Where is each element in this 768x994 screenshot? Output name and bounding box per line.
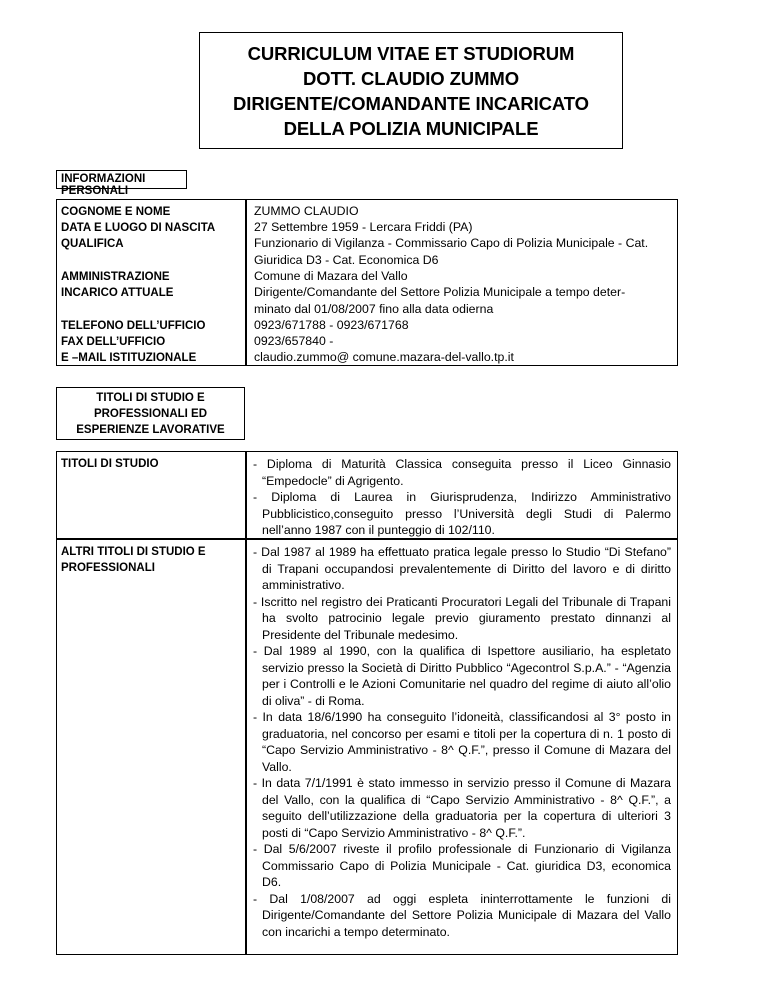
value-birth: 27 Settembre 1959 - Lercara Friddi (PA) — [254, 220, 473, 234]
label-telefono: TELEFONO DELL’UFFICIO — [61, 320, 206, 332]
list-item: - Iscritto nel registro dei Praticanti Procuratori Legali del Tribunale di Trapani ha svolto patrocinio legale previo giuramento prestato dinnanzi al Presidente del Tribunale medesimo. — [253, 594, 671, 642]
value-incarico-line: Dirigente/Comandante del Settore Polizia Municipale a tempo deter- — [254, 285, 626, 299]
section-title-titles — [56, 387, 245, 440]
label-name: COGNOME E NOME — [61, 206, 171, 218]
cv-title-box — [199, 32, 623, 149]
value-qualifica-line: Giuridica D3 - Cat. Economica D6 — [254, 252, 439, 267]
label-altri-line: ALTRI TITOLI DI STUDIO E — [61, 546, 206, 558]
label-altri-line: PROFESSIONALI — [61, 562, 155, 574]
value-incarico — [254, 284, 674, 317]
label-titoli-studio: TITOLI DI STUDIO — [56, 451, 246, 539]
value-telefono: 0923/671788 - 0923/671768 — [254, 318, 409, 332]
list-item: - Dal 1989 al 1990, con la qualifica di Ispettore ausiliario, ha espletato servizio presso la Società di Diritto Pubblico “Agecontrol S.p.A.” - “Agenzia per i Controlli e le Azioni Comunitarie nel quadro del regime di aiuto all’olio di oliva” - di Roma. — [253, 644, 671, 708]
value-qualifica-line: Funzionario di Vigilanza - Commissario Capo di Polizia Municipale - Cat. — [254, 236, 649, 250]
section-title-line: ESPERIENZE LAVORATIVE — [76, 423, 225, 436]
cv-title-line-4: DELLA POLIZIA MUNICIPALE — [283, 117, 539, 139]
value-fax: 0923/657840 - — [254, 334, 334, 348]
value-incarico-line: minato dal 01/08/2007 fino alla data odierna — [254, 301, 494, 316]
content-titoli-studio — [246, 451, 678, 539]
cv-title-line-3: DIRIGENTE/COMANDANTE INCARICATO — [233, 92, 589, 114]
label-email: E –MAIL ISTITUZIONALE — [61, 352, 197, 364]
label-birth: DATA E LUOGO DI NASCITA — [61, 222, 216, 234]
label-incarico: INCARICO ATTUALE — [61, 287, 174, 299]
list-item: - In data 7/1/1991 è stato immesso in servizio presso il Comune di Mazara del Vallo, con la qualifica di “Capo Servizio Amministrativo - 8^ Q.F.”, a seguito dell’utilizzazione della graduatoria per la copertura di ulteriori 3 posti di “Capo Servizio Amministrativo - 8^ Q.F.”. — [253, 776, 671, 840]
label-altri-titoli — [56, 539, 246, 955]
label-qualifica: QUALIFICA — [61, 238, 124, 250]
value-qualifica — [254, 235, 674, 268]
list-item: - Dal 1987 al 1989 ha effettuato pratica legale presso lo Studio “Di Stefano” di Trapani occupandosi prevalentemente di Diritto del lavoro e di diritto amministrativo. — [253, 545, 671, 592]
list-item: - Diploma di Maturità Classica conseguita presso il Liceo Ginnasio “Empedocle” di Agrigento. — [253, 457, 671, 488]
label-fax: FAX DELL’UFFICIO — [61, 336, 166, 348]
list-item: - Diploma di Laurea in Giurisprudenza, Indirizzo Amministrativo Pubblicistico,conseguito presso l’Università degli Studi di Palermo nell’anno 1987 con il punteggio di 102/110. — [253, 490, 671, 537]
cv-title-line-2: DOTT. CLAUDIO ZUMMO — [303, 67, 519, 89]
cv-title-line-1: CURRICULUM VITAE ET STUDIORUM — [247, 42, 575, 64]
value-email: claudio.zummo@ comune.mazara-del-vallo.tp.it — [254, 350, 514, 364]
section-title-line: TITOLI DI STUDIO E — [96, 391, 205, 404]
list-item: - Dal 5/6/2007 riveste il profilo professionale di Funzionario di Vigilanza Commissario Capo di Polizia Municipale - Cat. giuridica D3, economica D6. — [253, 842, 671, 889]
value-name: ZUMMO CLAUDIO — [254, 204, 359, 218]
section-title-personal: INFORMAZIONI PERSONALI — [56, 170, 187, 189]
list-item: - Dal 1/08/2007 ad oggi espleta ininterrottamente le funzioni di Dirigente/Comandante del Settore Polizia Municipale di Mazara del Vallo con incarichi a tempo determinato. — [253, 891, 671, 939]
personal-labels — [56, 199, 246, 366]
list-item: - In data 18/6/1990 ha conseguito l’idoneità, classificandosi al 3° posto in graduatoria, nel concorso per esami e titoli per la copertura di n. 1 posto di “Capo Servizio Amministrativo - 8^ Q.F.”, presso il Comune di Mazara del Vallo. — [253, 710, 671, 774]
personal-values — [246, 199, 678, 366]
section-title-line: PROFESSIONALI ED — [93, 407, 208, 420]
value-amministrazione: Comune di Mazara del Vallo — [254, 269, 408, 283]
content-altri-titoli — [246, 539, 678, 955]
label-amministrazione: AMMINISTRAZIONE — [61, 271, 170, 283]
